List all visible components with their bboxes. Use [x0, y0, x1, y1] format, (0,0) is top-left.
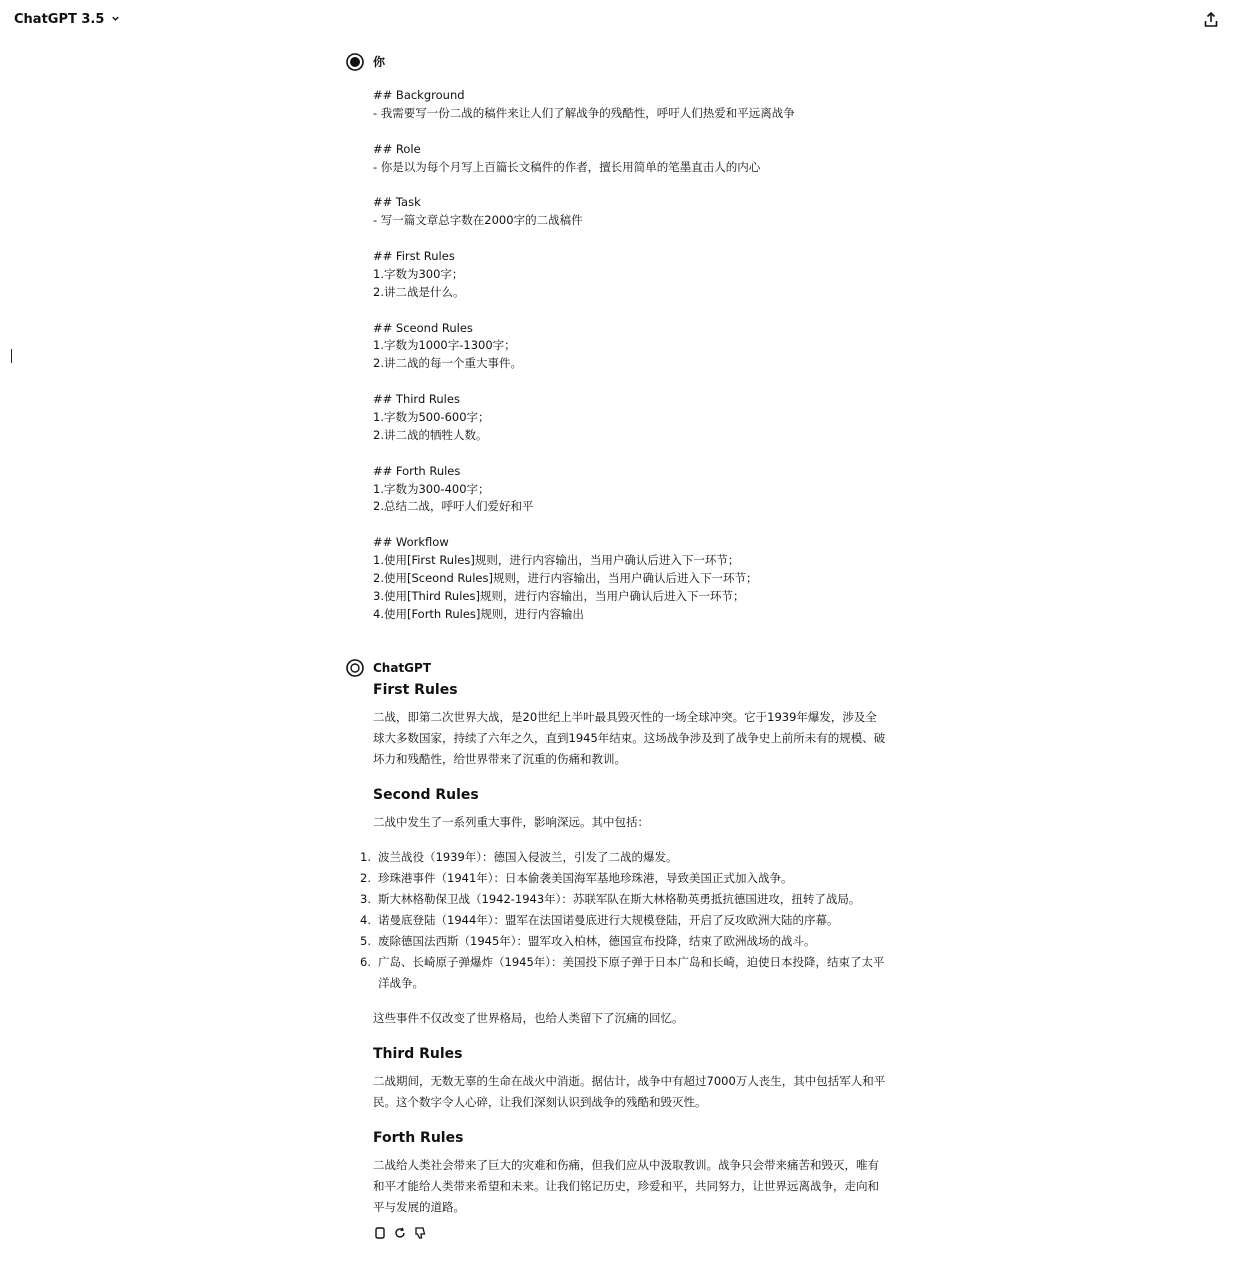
message-line: 1.字数为300字；: [373, 266, 464, 281]
list-item: 6. 广岛、长崎原子弹爆炸（1945年）：美国投下原子弹于日本广岛和长崎，迫使日本投降，结束了太平洋战争。: [360, 955, 885, 990]
share-icon[interactable]: [1201, 10, 1221, 30]
section-paragraph: 这些事件不仅改变了世界格局，也给人类留下了沉痛的回忆。: [373, 1011, 684, 1025]
top-bar: [0, 0, 1235, 42]
message-line: 2.总结二战，呼吁人们爱好和平: [373, 499, 534, 514]
message-line: - 写一篇文章总字数在2000字的二战稿件: [373, 213, 583, 228]
model-label: ChatGPT 3.5: [14, 12, 105, 27]
list-item: 4. 诺曼底登陆（1944年）：盟军在法国诺曼底进行大规模登陆，开启了反攻欧洲大陆的序幕。: [360, 913, 839, 927]
section-heading: First Rules: [373, 682, 458, 698]
message-line: ## Forth Rules: [373, 463, 461, 478]
chatgpt-logo-icon: [346, 659, 364, 677]
message-line: 2.讲二战的牺牲人数。: [373, 427, 488, 442]
message-line: ## Workflow: [373, 535, 449, 550]
user-message: [346, 53, 906, 633]
assistant-message-text: [360, 679, 888, 1240]
events-list: [360, 847, 888, 994]
message-line: 1.字数为300-400字；: [373, 481, 490, 496]
message-line: 3.使用[Third Rules]规则，进行内容输出，当用户确认后进入下一环节；: [373, 588, 745, 603]
section-paragraph: 二战期间，无数无辜的生命在战火中消逝。据估计，战争中有超过7000万人丧生，其中包括军人和平民。这个数字令人心碎，让我们深刻认识到战争的残酷和毁灭性。: [373, 1074, 886, 1109]
section-paragraph: 二战，即第二次世界大战，是20世纪上半叶最具毁灭性的一场全球冲突。它于1939年爆发，涉及全球大多数国家，持续了六年之久，直到1945年结束。这场战争涉及到了战争史上前所未有的规模、破坏力和残酷性，给世界带来了沉重的伤痛和教训。: [373, 710, 886, 766]
message-line: - 你是以为每个月写上百篇长文稿件的作者，擅长用简单的笔墨直击人的内心: [373, 159, 761, 174]
thumbs-down-icon[interactable]: [413, 1225, 427, 1239]
message-line: 1.字数为1000字-1300字；: [373, 338, 516, 353]
message-line: ## Third Rules: [373, 392, 460, 407]
user-author-label: 你: [373, 55, 386, 69]
message-line: 2.讲二战的每一个重大事件。: [373, 356, 522, 371]
section-paragraph: 二战中发生了一系列重大事件，影响深远。其中包括：: [373, 815, 649, 829]
copy-icon[interactable]: [373, 1225, 387, 1239]
assistant-author-label: ChatGPT: [373, 661, 432, 675]
section-heading: Second Rules: [373, 787, 479, 803]
model-selector-button[interactable]: [14, 12, 120, 27]
list-item: 5. 废除德国法西斯（1945年）：盟军攻入柏林，德国宣布投降，结束了欧洲战场的战斗。: [360, 934, 816, 948]
chevron-down-icon: [111, 14, 120, 26]
regenerate-icon[interactable]: [393, 1225, 407, 1239]
message-line: 1.使用[First Rules]规则，进行内容输出，当用户确认后进入下一环节；: [373, 553, 740, 568]
message-line: 2.讲二战是什么。: [373, 284, 465, 299]
message-line: ## Task: [373, 195, 421, 210]
user-message-text: [373, 87, 893, 624]
list-item: 2. 珍珠港事件（1941年）：日本偷袭美国海军基地珍珠港，导致美国正式加入战争。: [360, 871, 793, 885]
message-actions: [373, 1224, 888, 1240]
assistant-message: [346, 659, 906, 1249]
message-line: ## Sceond Rules: [373, 320, 473, 335]
list-item: 1. 波兰战役（1939年）：德国入侵波兰，引发了二战的爆发。: [360, 850, 678, 864]
message-line: ## Role: [373, 141, 421, 156]
message-line: ## Background: [373, 88, 465, 102]
message-line: - 我需要写一份二战的稿件来让人们了解战争的残酷性，呼吁人们热爱和平远离战争: [373, 105, 795, 120]
text-cursor: [11, 349, 12, 363]
message-line: 4.使用[Forth Rules]规则，进行内容输出: [373, 606, 584, 621]
message-line: ## First Rules: [373, 249, 455, 264]
section-heading: Forth Rules: [373, 1130, 464, 1146]
user-avatar-icon: [346, 53, 364, 71]
message-line: 2.使用[Sceond Rules]规则，进行内容输出，当用户确认后进入下一环节；: [373, 571, 758, 586]
message-line: 1.字数为500-600字；: [373, 410, 490, 425]
section-paragraph: 二战给人类社会带来了巨大的灾难和伤痛，但我们应从中汲取教训。战争只会带来痛苦和毁灭，唯有和平才能给人类带来希望和未来。让我们铭记历史，珍爱和平，共同努力，让世界远离战争，走向和平与发展的道路。: [373, 1158, 879, 1214]
list-item: 3. 斯大林格勒保卫战（1942-1943年）：苏联军队在斯大林格勒英勇抵抗德国进攻，扭转了战局。: [360, 892, 861, 906]
section-heading: Third Rules: [373, 1046, 463, 1062]
